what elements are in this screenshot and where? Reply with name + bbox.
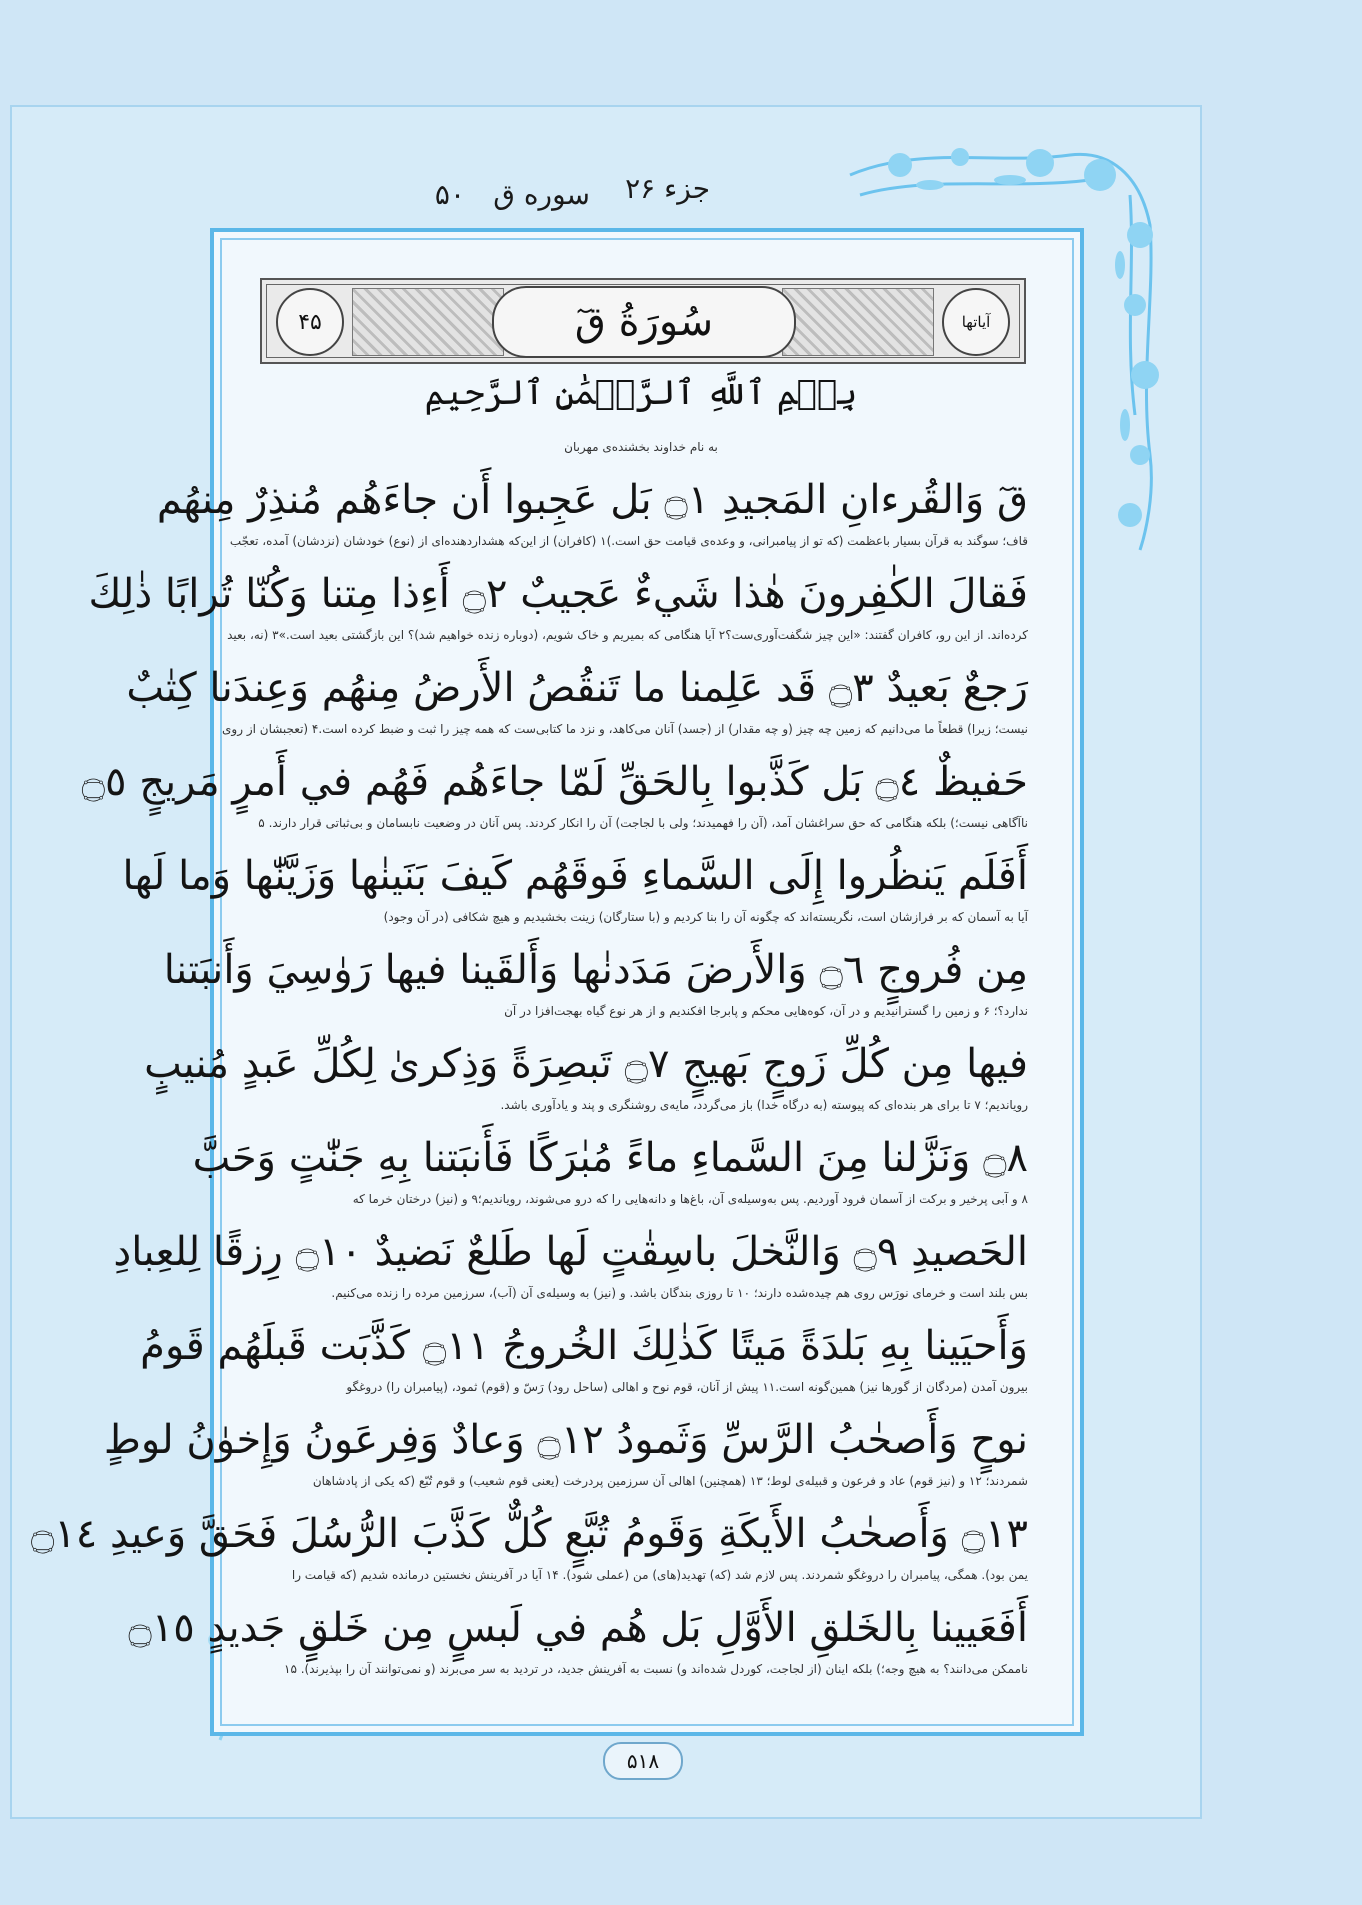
arabic-text: وَأَحيَينا بِهِ بَلدَةً مَيتًا كَذٰلِكَ الخُروجُ ۝١١ كَذَّبَت قَبلَهُم قَومُ [140, 1323, 1028, 1369]
verse-line [113, 1220, 1028, 1314]
persian-translation: قاف؛ سوگند به قرآن بسیار باعظمت (که تو از پیامبرانی، و وعده‌ی قیامت حق است.)۱ (کافران) از این‌که هشداردهنده‌ای از (نوع) خودشان (نزدشان) آمده، تعجّب [229, 534, 1028, 548]
verse-line [144, 1032, 1028, 1126]
arabic-text: فيها مِن كُلِّ زَوجٍ بَهيجٍ ۝٧ تَبصِرَةً وَذِكرىٰ لِكُلِّ عَبدٍ مُنيبٍ [144, 1041, 1028, 1087]
arabic-text: رَجعٌ بَعيدٌ ۝٣ قَد عَلِمنا ما تَنقُصُ الأَرضُ مِنهُم وَعِندَنا كِتٰبٌ [126, 665, 1028, 711]
surah-label: سوره ق [493, 178, 590, 211]
persian-translation: ندارد؟؛ ۶ و زمین را گسترانیدیم و در آن، کوه‌هایی محکم و پابرجا افکندیم و از هر نوع گیاه بهجت‌افزا در آن [504, 1004, 1028, 1018]
verse-line [156, 468, 1028, 562]
banner-pattern-right [782, 288, 934, 356]
surah-number: ۵۰ [434, 178, 465, 211]
arabic-text: الحَصيدِ ۝٩ وَالنَّخلَ باسِقٰتٍ لَها طَلعٌ نَضيدٌ ۝١٠ رِزقًا لِلعِبادِ [113, 1229, 1028, 1275]
verse-line [128, 1596, 1028, 1690]
verse-line [30, 1502, 1028, 1596]
verse-line [81, 750, 1028, 844]
page-number: ۵۱۸ [603, 1742, 683, 1780]
basmala: بِسۡمِ ٱللَّهِ ٱلرَّحۡمَٰنِ ٱلرَّحِيمِ [424, 373, 858, 413]
arabic-text: مِن فُروجٍ ۝٦ وَالأَرضَ مَدَدنٰها وَأَلقَينا فيها رَوٰسِيَ وَأَنبَتنا [163, 947, 1028, 993]
persian-translation: بیرون آمدن (مردگان از گورها نیز) همین‌گونه است.۱۱ پیش از آنان، قوم نوح و اهالی (ساحل رود) رَسّ و (قوم) ثمود، (پیامبران را) دروغگو [346, 1380, 1028, 1394]
verse-line [88, 562, 1028, 656]
banner-pattern-left [352, 288, 504, 356]
verse-line [126, 656, 1028, 750]
basmala-translation: به نام خداوند بخشنده‌ی مهربان [564, 440, 718, 454]
arabic-text: قٓ وَالقُرءانِ المَجيدِ ۝١ بَل عَجِبوا أَن جاءَهُم مُنذِرٌ مِنهُم [156, 477, 1028, 523]
persian-translation: نیست؛ زیرا) قطعاً ما می‌دانیم که زمین چه چیز (و چه مقدار) از (جسد) آنان می‌کاهد، و نزد ما کتابی‌ست که همه چیز را ثبت و ضبط کرده است.۴ (تعجبشان از روی [222, 722, 1028, 736]
persian-translation: رویاندیم؛ ۷ تا برای هر بنده‌ای که پیوسته (به درگاه خدا) باز می‌گردد، مایه‌ی روشنگری و پند و یادآوری باشد. [500, 1098, 1028, 1112]
arabic-text: فَقالَ الكٰفِرونَ هٰذا شَيءٌ عَجيبٌ ۝٢ أَءِذا مِتنا وَكُنّا تُرابًا ذٰلِكَ [88, 571, 1028, 617]
persian-translation: ناممکن می‌دانند؟ به هیچ وجه؛) بلکه اینان (از لجاجت، کوردل شده‌اند و) نسبت به آفرینش جدید، در تردید به سر می‌برند (و نمی‌توانند آن را بپذیرند). ۱۵ [284, 1662, 1028, 1676]
persian-translation: شمردند؛ ۱۲ و (نیز قوم) عاد و فرعون و قبیله‌ی لوط؛ ۱۳ (همچنین) اهالی آن سرزمین پردرخت (یعنی قوم شعیب) و قوم تُبّع (که یکی از پادشاهان [312, 1474, 1028, 1488]
persian-translation: بس بلند است و خرمای نورَس روی هم چیده‌شده دارند؛ ۱۰ تا روزی بندگان باشد. و (نیز) به وسیله‌ی آن (آب)، سرزمین مرده را زنده می‌کنیم. [331, 1286, 1028, 1300]
arabic-text: نوحٍ وَأَصحٰبُ الرَّسِّ وَثَمودُ ۝١٢ وَعادٌ وَفِرعَونُ وَإِخوٰنُ لوطٍ [103, 1417, 1028, 1463]
surah-banner [260, 278, 1026, 364]
arabic-text: أَفَعَيينا بِالخَلقِ الأَوَّلِ بَل هُم في لَبسٍ مِن خَلقٍ جَديدٍ ۝١٥ [128, 1605, 1028, 1651]
ayat-count-circle [276, 288, 344, 356]
ayat-count: ۴۵ [298, 309, 322, 335]
persian-translation: ناآگاهی نیست؛) بلکه هنگامی که حق سراغشان آمد، (آن را فهمیدند؛ ولی با لجاجت) آن را انکار کردند. پس آنان در وضعیت نابسامان و بی‌ثباتی قرار دارند. ۵ [258, 816, 1028, 830]
verse-line [122, 844, 1028, 938]
persian-translation: کرده‌اند. از این رو، کافران گفتند: «این چیز شگفت‌آوری‌ست؟۲ آیا هنگامی که بمیریم و خاک شویم، (دوباره زنده خواهیم شد)؟ این بازگشتی بعید است.»۳ (نه، بعید [227, 628, 1028, 642]
surah-title: سُورَةُ قٓ [492, 286, 796, 358]
verse-lines [30, 468, 1028, 1690]
persian-translation: آیا به آسمان که بر فرازشان است، نگریسته‌اند که چگونه آن را بنا کردیم و (با ستارگان) زینت بخشیدیم و هیچ شکافی (در آن وجود) [383, 910, 1028, 924]
arabic-text: حَفيظٌ ۝٤ بَل كَذَّبوا بِالحَقِّ لَمّا جاءَهُم فَهُم في أَمرٍ مَريجٍ ۝٥ [81, 759, 1028, 805]
verse-line [163, 938, 1028, 1032]
arabic-text: أَفَلَم يَنظُروا إِلَى السَّماءِ فَوقَهُم كَيفَ بَنَينٰها وَزَيَّنّٰها وَما لَها [122, 853, 1028, 899]
verse-line [140, 1314, 1028, 1408]
arabic-text: ۝١٣ وَأَصحٰبُ الأَيكَةِ وَقَومُ تُبَّعٍ كُلٌّ كَذَّبَ الرُّسُلَ فَحَقَّ وَعيدِ ۝١٤ [30, 1511, 1028, 1557]
persian-translation: ۸ و آبی پرخیر و برکت از آسمان فرود آوردیم. پس به‌وسیله‌ی آن، باغ‌ها و دانه‌هایی را که درو می‌شوند، رویاندیم؛۹ و (نیز) درختان خرما که [352, 1192, 1028, 1206]
verse-line [192, 1126, 1028, 1220]
juz-label: جزء ۲۶ [625, 172, 710, 205]
ayat-label-circle [942, 288, 1010, 356]
ayat-label: آیاتها [961, 313, 991, 331]
arabic-text: ۝٨ وَنَزَّلنا مِنَ السَّماءِ ماءً مُبٰرَكًا فَأَنبَتنا بِهِ جَنّٰتٍ وَحَبَّ [192, 1135, 1028, 1181]
verse-line [103, 1408, 1028, 1502]
persian-translation: یمن بود). همگی، پیامبران را دروغگو شمردند. پس لازم شد (که) تهدید(های) من (عملی شود). ۱۴ آیا در آفرینش نخستین درمانده شدیم (که قیامت را [291, 1568, 1028, 1582]
running-header [420, 172, 740, 212]
